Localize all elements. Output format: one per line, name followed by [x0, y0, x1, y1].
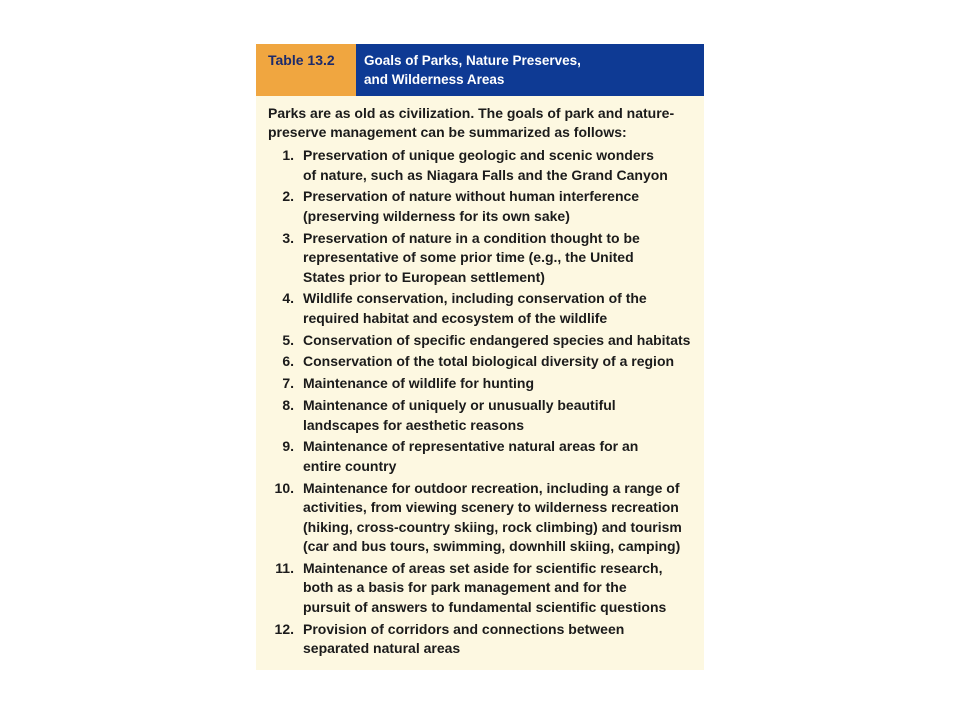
goal-item [256, 620, 704, 659]
goal-item [256, 396, 704, 435]
table-number: Table 13.2 [256, 44, 356, 96]
goal-item [256, 352, 704, 372]
goal-text: Preservation of nature in a condition thought to be representative of some prior time (e.g., the United States prior to European settlement) [303, 229, 640, 285]
goal-text: Conservation of specific endangered species and habitats [303, 331, 691, 348]
goal-number: 2. [282, 188, 294, 205]
goal-item [256, 146, 704, 185]
goal-text: Maintenance of wildlife for hunting [303, 375, 534, 392]
goal-item [256, 229, 704, 288]
goal-text: Maintenance of areas set aside for scientific research, both as a basis for park management and for the pursuit of answers to fundamental scientific questions [303, 559, 667, 615]
table-title-line-1: Goals of Parks, Nature Preserves, [364, 53, 581, 68]
table-title [356, 44, 704, 96]
table-intro: Parks are as old as civilization. The goals of park and nature- preserve management can be summarized as follows: [268, 105, 675, 140]
goal-item [256, 331, 704, 351]
goal-number: 8. [282, 397, 294, 414]
goal-text: Maintenance for outdoor recreation, including a range of activities, from viewing scenery to wilderness recreation (hiking, cross-country skiing, rock climbing) and tourism (car and bus tours, swimming, downhill skiing, camping) [303, 479, 682, 555]
goal-number: 10. [274, 479, 294, 496]
goal-list [256, 142, 704, 659]
goal-number: 6. [282, 353, 294, 370]
goal-text: Preservation of unique geologic and scenic wonders of nature, such as Niagara Falls and the Grand Canyon [303, 147, 668, 183]
goal-item [256, 187, 704, 226]
goal-text: Conservation of the total biological diversity of a region [303, 353, 675, 370]
goal-number: 11. [275, 559, 294, 576]
goal-text: Provision of corridors and connections between separated natural areas [303, 620, 625, 657]
goal-number: 9. [282, 438, 294, 455]
goal-number: 3. [282, 229, 294, 246]
goal-number: 5. [282, 331, 294, 348]
goal-number: 1. [282, 147, 294, 163]
goal-number: 7. [282, 375, 294, 392]
goal-text: Maintenance of representative natural areas for an entire country [303, 438, 639, 474]
goal-item [256, 479, 704, 557]
goal-item [256, 437, 704, 476]
goal-number: 12. [274, 620, 294, 637]
table-13-2 [256, 44, 704, 670]
goal-text: Preservation of nature without human interference (preserving wilderness for its own sake) [303, 188, 640, 224]
goal-text: Wildlife conservation, including conservation of the required habitat and ecosystem of the wildlife [303, 290, 647, 326]
goal-text: Maintenance of uniquely or unusually beautiful landscapes for aesthetic reasons [303, 397, 616, 433]
goal-item [256, 559, 704, 618]
table-header [256, 44, 704, 96]
goal-item [256, 374, 704, 394]
table-title-line-2: and Wilderness Areas [364, 72, 505, 87]
goal-item [256, 289, 704, 328]
goal-number: 4. [282, 290, 294, 307]
